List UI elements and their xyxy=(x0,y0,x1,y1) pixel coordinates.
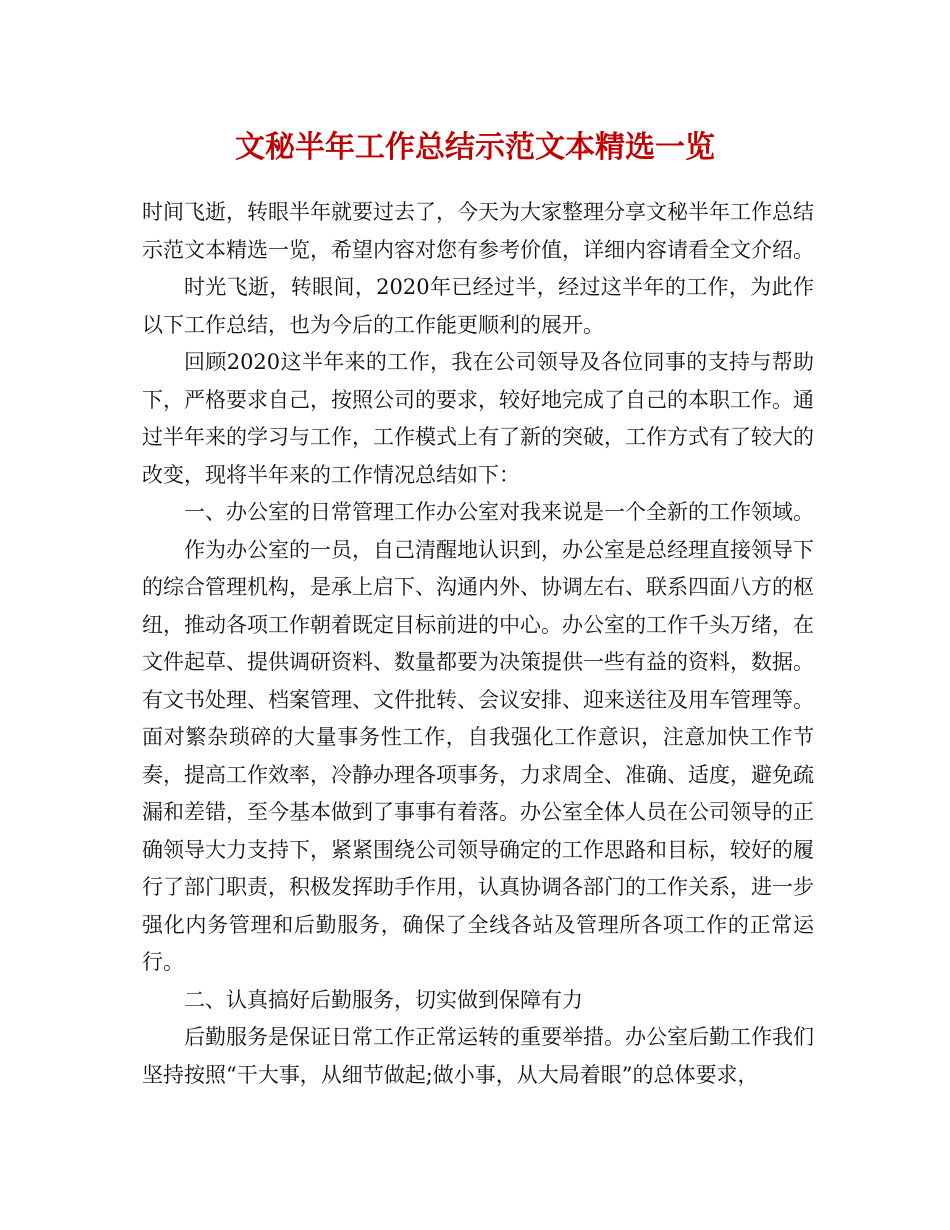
document-title: 文秘半年工作总结示范文本精选一览 xyxy=(235,130,715,165)
document-body xyxy=(142,194,814,1094)
section-heading-1: 一、办公室的日常管理工作办公室对我来说是一个全新的工作领域。 xyxy=(184,500,814,524)
paragraph-4: 后勤服务是保证日常工作正常运转的重要举措。办公室后勤工作我们坚持按照“干大事，从细节做起;做小事，从大局着眼”的总体要求， xyxy=(142,1025,814,1087)
paragraph-3: 作为办公室的一员，自己清醒地认识到，办公室是总经理直接领导下的综合管理机构，是承上启下、沟通内外、协调左右、联系四面八方的枢纽，推动各项工作朝着既定目标前进的中心。办公室的工作千头万绪，在文件起草、提供调研资料、数量都要为决策提供一些有益的资料，数据。有文书处理、档案管理、文件批转、会议安排、迎来送往及用车管理等。面对繁杂琐碎的大量事务性工作，自我强化工作意识，注意加快工作节奏，提高工作效率，冷静办理各项事务，力求周全、准确、适度，避免疏漏和差错，至今基本做到了事事有着落。办公室全体人员在公司领导的正确领导大力支持下，紧紧围绕公司领导确定的工作思路和目标，较好的履行了部门职责，积极发挥助手作用，认真协调各部门的工作关系，进一步强化内务管理和后勤服务，确保了全线各站及管理所各项工作的正常运行。 xyxy=(142,537,814,974)
paragraph-intro: 时间飞逝，转眼半年就要过去了，今天为大家整理分享文秘半年工作总结示范文本精选一览，希望内容对您有参考价值，详细内容请看全文介绍。 xyxy=(142,200,814,262)
paragraph-2: 回顾2020这半年来的工作，我在公司领导及各位同事的支持与帮助下，严格要求自己，按照公司的要求，较好地完成了自己的本职工作。通过半年来的学习与工作，工作模式上有了新的突破，工作方式有了较大的改变，现将半年来的工作情况总结如下： xyxy=(142,350,814,487)
section-heading-2: 二、认真搞好后勤服务，切实做到保障有力 xyxy=(184,987,583,1012)
paragraph-1: 时光飞逝，转眼间，2020年已经过半，经过这半年的工作，为此作以下工作总结，也为今后的工作能更顺利的展开。 xyxy=(142,275,814,337)
